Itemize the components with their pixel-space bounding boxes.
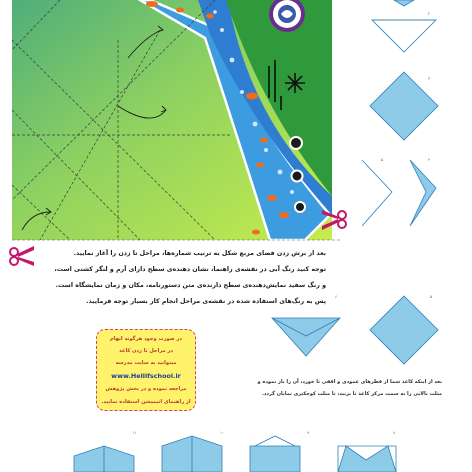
step-3-diagram [370, 72, 438, 140]
step-8-diagram [338, 446, 396, 472]
step-6-diagram [272, 318, 340, 356]
notice-line-2: در مراحل تا زدن کاغذ [119, 348, 173, 354]
step-9-diagram [250, 436, 300, 472]
notice-line-5: مراجعه نموده و در بخش پژوهش [105, 386, 187, 392]
step-number: ۶ [335, 294, 338, 299]
step-10-diagram [162, 436, 222, 472]
instruction-line-1: بعد از برش زدن فضای مربع شکل به ترتیب شماره‌ها، مراحل تا زدن را آغاز نمایید. [73, 250, 326, 257]
step-5-diagram [370, 296, 438, 364]
step-number: ۵ [381, 157, 384, 162]
step-number: ۸ [393, 430, 396, 435]
step-1-diagram [394, 0, 414, 6]
step-number: ۵ [430, 294, 433, 299]
step-number: ۲ [428, 11, 431, 16]
step-4-diagram [362, 160, 436, 226]
instruction-line-3: و رنگ سفید نمایش‌دهنده‌ی سطح دارنده‌ی متن دستورنامه، مکان و زمان نمایشگاه است. [55, 282, 326, 289]
school-website-link[interactable]: www.Hellifschool.ir [111, 372, 181, 380]
step-11-diagram [74, 446, 134, 472]
step-caption-line-1: بعد از اینکه کاغذ شما از قطرهای عمودی و افقی تا خورد، آن را باز نموده و [257, 379, 442, 385]
step-number: ۱۰ [220, 430, 225, 435]
instruction-line-4: پس به رنگ‌های استفاده شده در نقشه‌ی مراحل انجام کار بسیار توجه فرمایید. [86, 298, 326, 305]
instruction-line-2: توجه کنید رنگ آبی در نقشه‌ی راهنما، نشان دهنده‌ی سطح دارای آرم و لنگر کشتی است، [54, 266, 326, 273]
notice-line-3: میتوانید به سایت مدرسه [115, 360, 177, 366]
step-caption-line-2: مثلث بالایی را به سمت مرکز کاغذ تا بزنید، تا مثلث کوچکتری نمایان گردد. [261, 391, 442, 397]
notice-line-1: در صورت وجود هرگونه ابهام [110, 336, 182, 342]
step-number: ۹ [307, 430, 310, 435]
step-number: ۴ [428, 157, 431, 162]
step-2-diagram [372, 20, 436, 52]
step-number: ۱۱ [132, 430, 137, 435]
notice-line-6: از راهنمای انیمیشن استفاده نمایید. [101, 399, 191, 405]
step-number: ۳ [428, 76, 431, 81]
